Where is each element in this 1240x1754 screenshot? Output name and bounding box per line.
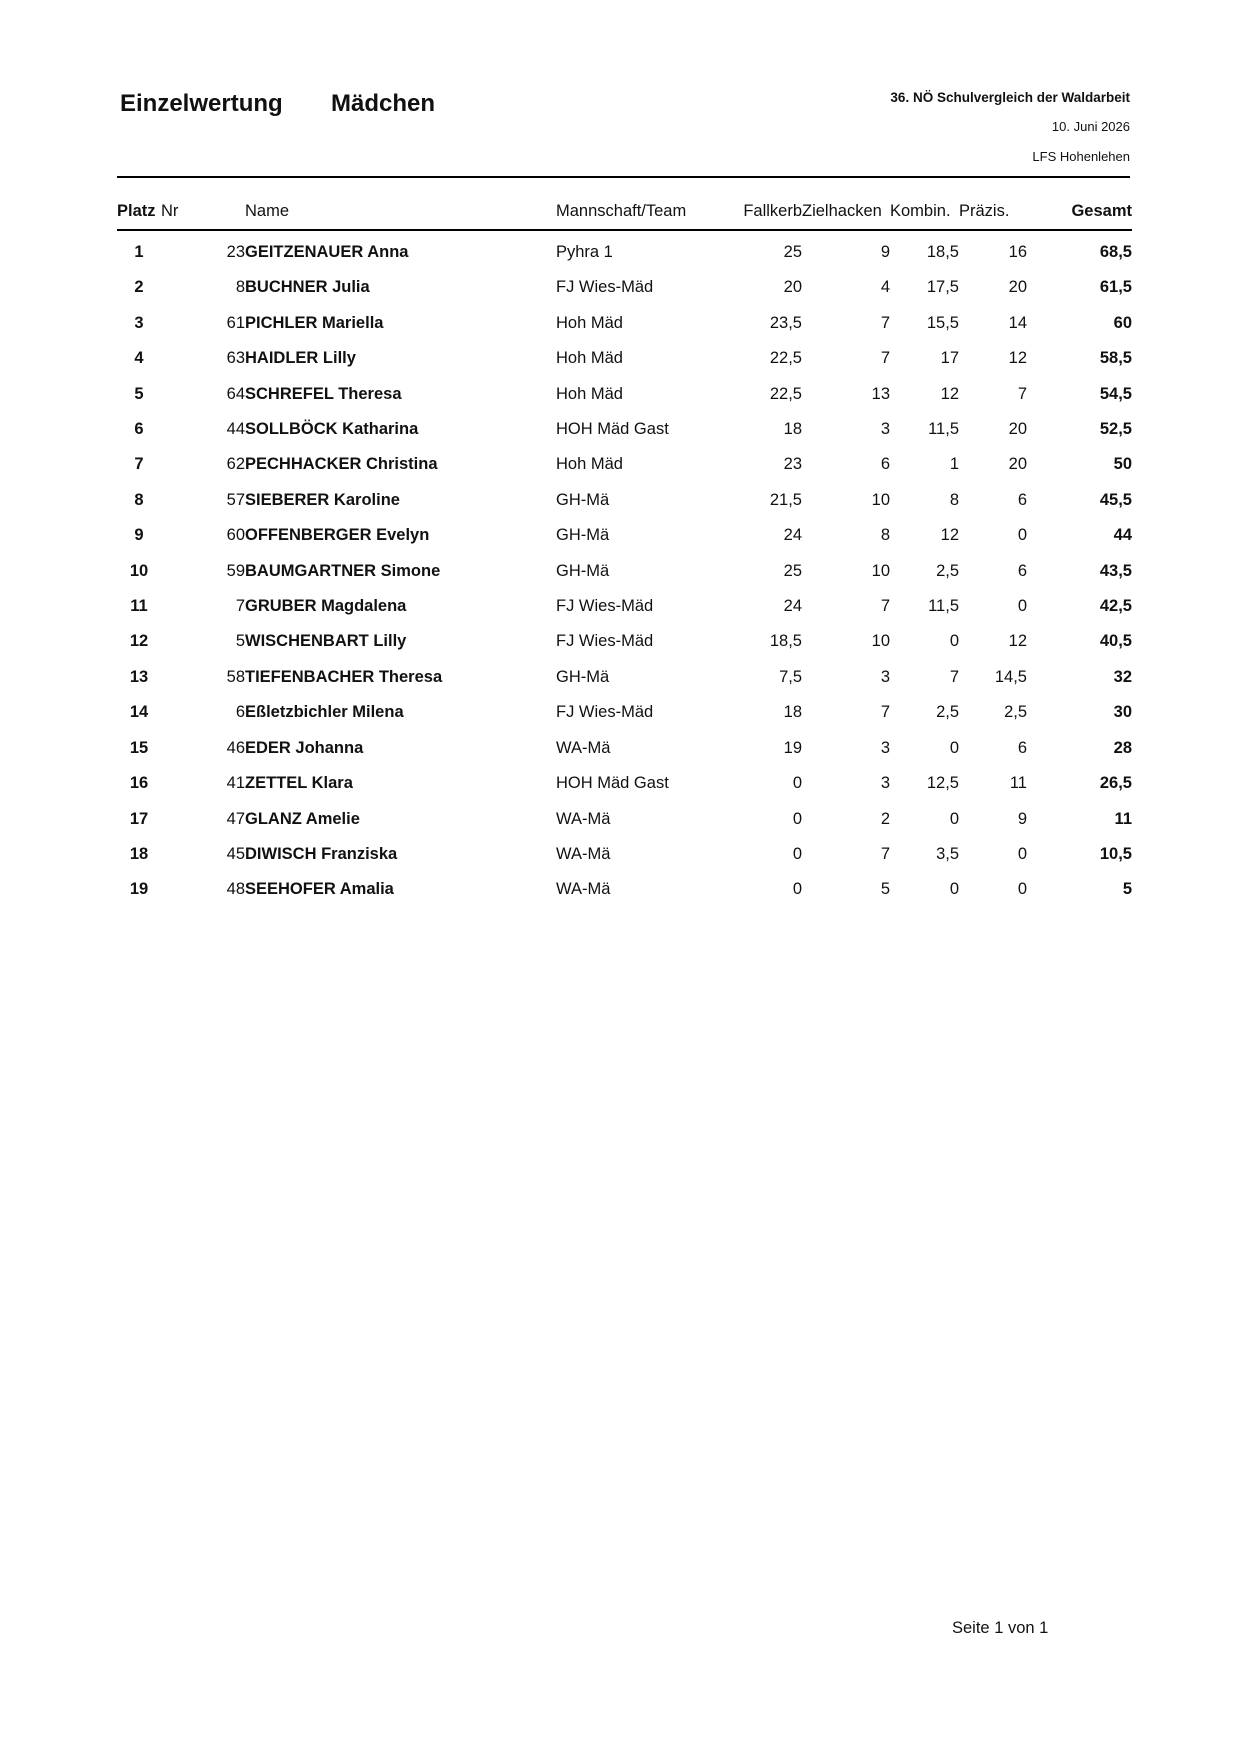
cell-fallkerb: 19 [783, 738, 802, 757]
cell-name: DIWISCH Franziska [245, 844, 398, 863]
cell-team: FJ Wies-Mäd [556, 703, 654, 722]
cell-praezis: 6 [1017, 490, 1027, 509]
cell-praezis: 9 [1017, 809, 1027, 828]
results-table [117, 198, 1132, 908]
cell-zielhacken: 10 [871, 490, 890, 509]
cell-name: SCHREFEL Theresa [245, 384, 402, 403]
cell-platz: 16 [129, 774, 149, 793]
cell-kombin: 2,5 [936, 561, 959, 580]
cell-kombin: 12,5 [926, 774, 959, 793]
cell-kombin: 15,5 [926, 313, 959, 332]
page-number: Seite 1 von 1 [952, 1619, 1049, 1637]
table-row [117, 695, 1132, 730]
cell-praezis: 20 [1008, 420, 1027, 439]
cell-platz: 3 [134, 313, 144, 332]
column-header-nr: Nr [161, 202, 179, 220]
cell-fallkerb: 0 [792, 880, 802, 899]
table-row [117, 554, 1132, 589]
cell-nr: 41 [226, 774, 245, 793]
cell-platz: 7 [134, 455, 144, 474]
header-divider [117, 176, 1130, 178]
cell-name: SEEHOFER Amalia [245, 880, 394, 899]
cell-fallkerb: 0 [792, 774, 802, 793]
cell-praezis: 14 [1008, 313, 1027, 332]
cell-gesamt: 30 [1113, 703, 1132, 722]
cell-team: WA-Mä [556, 844, 611, 863]
cell-platz: 2 [134, 278, 144, 297]
table-row [117, 377, 1132, 412]
cell-fallkerb: 24 [783, 597, 802, 616]
cell-nr: 57 [226, 490, 245, 509]
cell-praezis: 12 [1008, 632, 1027, 651]
table-row [117, 412, 1132, 447]
cell-nr: 64 [226, 384, 245, 403]
cell-nr: 23 [226, 243, 245, 261]
cell-name: OFFENBERGER Evelyn [245, 526, 430, 545]
cell-team: Hoh Mäd [556, 349, 623, 368]
table-row [117, 235, 1132, 270]
table-row [117, 270, 1132, 305]
cell-praezis: 11 [1009, 774, 1027, 793]
cell-platz: 4 [134, 349, 144, 368]
cell-team: Hoh Mäd [556, 384, 623, 403]
cell-zielhacken: 3 [880, 774, 890, 793]
cell-name: BUCHNER Julia [245, 278, 370, 297]
cell-zielhacken: 5 [880, 880, 890, 899]
cell-team: WA-Mä [556, 809, 611, 828]
event-date: 10. Juni 2026 [1051, 119, 1130, 134]
cell-praezis: 0 [1017, 880, 1027, 899]
cell-platz: 12 [129, 632, 149, 651]
cell-nr: 7 [235, 597, 245, 616]
page-title: Einzelwertung [120, 90, 283, 117]
cell-zielhacken: 7 [880, 844, 890, 863]
cell-name: HAIDLER Lilly [245, 349, 356, 368]
cell-platz: 8 [134, 490, 144, 509]
cell-nr: 60 [226, 526, 245, 545]
cell-platz: 10 [129, 561, 149, 580]
cell-platz: 11 [130, 597, 148, 616]
cell-team: GH-Mä [556, 561, 610, 580]
cell-name: SOLLBÖCK Katharina [245, 420, 419, 439]
cell-gesamt: 28 [1113, 738, 1132, 757]
cell-zielhacken: 10 [871, 561, 890, 580]
cell-name: SIEBERER Karoline [245, 490, 400, 509]
column-header-praezis: Präzis. [959, 202, 1010, 220]
cell-name: ZETTEL Klara [245, 774, 353, 793]
cell-zielhacken: 4 [880, 278, 890, 297]
cell-name: EDER Johanna [245, 738, 364, 757]
cell-zielhacken: 7 [880, 349, 890, 368]
cell-platz: 18 [129, 844, 149, 863]
cell-kombin: 12 [940, 384, 959, 403]
cell-kombin: 8 [949, 490, 959, 509]
cell-zielhacken: 7 [880, 703, 890, 722]
cell-praezis: 20 [1008, 455, 1027, 474]
cell-zielhacken: 9 [880, 243, 890, 261]
cell-zielhacken: 6 [880, 455, 890, 474]
cell-gesamt: 60 [1113, 313, 1132, 332]
cell-fallkerb: 25 [783, 243, 802, 261]
cell-fallkerb: 25 [783, 561, 802, 580]
cell-kombin: 11,5 [928, 597, 959, 616]
cell-zielhacken: 8 [880, 526, 890, 545]
cell-kombin: 0 [949, 809, 959, 828]
cell-gesamt: 54,5 [1099, 384, 1132, 403]
cell-fallkerb: 0 [792, 844, 802, 863]
cell-zielhacken: 10 [871, 632, 890, 651]
cell-team: GH-Mä [556, 667, 610, 686]
column-header-zielhacken: Zielhacken [802, 202, 882, 220]
cell-platz: 17 [129, 809, 149, 828]
cell-zielhacken: 3 [880, 738, 890, 757]
cell-gesamt: 26,5 [1099, 774, 1132, 793]
cell-gesamt: 43,5 [1099, 561, 1132, 580]
column-header-team: Mannschaft/Team [556, 202, 687, 220]
cell-gesamt: 11 [1114, 809, 1132, 828]
cell-platz: 1 [134, 243, 144, 261]
cell-team: Hoh Mäd [556, 313, 623, 332]
cell-fallkerb: 22,5 [769, 384, 802, 403]
cell-fallkerb: 7,5 [779, 667, 802, 686]
cell-kombin: 11,5 [928, 420, 959, 439]
cell-zielhacken: 13 [871, 384, 890, 403]
table-row [117, 802, 1132, 837]
column-header-gesamt: Gesamt [1071, 202, 1132, 220]
cell-gesamt: 10,5 [1099, 844, 1132, 863]
cell-kombin: 3,5 [936, 844, 959, 863]
cell-team: HOH Mäd Gast [556, 774, 669, 793]
cell-praezis: 6 [1017, 561, 1027, 580]
cell-praezis: 2,5 [1004, 703, 1027, 722]
table-row [117, 624, 1132, 659]
cell-name: GEITZENAUER Anna [245, 243, 409, 261]
cell-team: FJ Wies-Mäd [556, 278, 654, 297]
cell-team: GH-Mä [556, 526, 610, 545]
cell-kombin: 18,5 [926, 243, 959, 261]
cell-gesamt: 50 [1113, 455, 1132, 474]
cell-nr: 61 [226, 313, 245, 332]
cell-fallkerb: 20 [783, 278, 802, 297]
table-row [117, 766, 1132, 801]
spacer-cell [117, 225, 1132, 235]
cell-fallkerb: 18,5 [769, 632, 802, 651]
cell-kombin: 0 [949, 632, 959, 651]
cell-fallkerb: 0 [792, 809, 802, 828]
cell-praezis: 16 [1008, 243, 1027, 261]
cell-team: Hoh Mäd [556, 455, 623, 474]
cell-praezis: 6 [1017, 738, 1027, 757]
table-row [117, 872, 1132, 907]
cell-zielhacken: 2 [880, 809, 890, 828]
results-body [117, 225, 1132, 908]
cell-team: Pyhra 1 [556, 243, 613, 261]
cell-fallkerb: 18 [783, 420, 802, 439]
cell-praezis: 14,5 [994, 667, 1027, 686]
cell-nr: 8 [235, 278, 245, 297]
cell-fallkerb: 23 [783, 455, 802, 474]
cell-platz: 5 [134, 384, 144, 403]
column-header-name: Name [245, 202, 290, 220]
table-row [117, 447, 1132, 482]
cell-nr: 45 [226, 844, 245, 863]
cell-name: BAUMGARTNER Simone [245, 561, 441, 580]
cell-name: GLANZ Amelie [245, 809, 360, 828]
cell-team: FJ Wies-Mäd [556, 597, 654, 616]
cell-gesamt: 32 [1113, 667, 1132, 686]
table-spacer [117, 225, 1132, 235]
cell-team: FJ Wies-Mäd [556, 632, 654, 651]
cell-praezis: 0 [1017, 844, 1027, 863]
cell-team: HOH Mäd Gast [556, 420, 669, 439]
cell-nr: 48 [226, 880, 245, 899]
category-title: Mädchen [331, 90, 436, 117]
cell-platz: 6 [134, 420, 144, 439]
table-row [117, 589, 1132, 624]
cell-zielhacken: 3 [880, 667, 890, 686]
table-row [117, 660, 1132, 695]
column-header-kombin: Kombin. [890, 202, 951, 220]
cell-praezis: 20 [1008, 278, 1027, 297]
cell-gesamt: 52,5 [1099, 420, 1132, 439]
cell-nr: 47 [226, 809, 245, 828]
cell-kombin: 17 [940, 349, 959, 368]
cell-platz: 9 [134, 526, 144, 545]
cell-nr: 46 [226, 738, 245, 757]
cell-platz: 15 [129, 738, 149, 757]
cell-platz: 19 [129, 880, 149, 899]
cell-kombin: 0 [949, 738, 959, 757]
column-header-fallkerb: Fallkerb [743, 202, 802, 220]
cell-praezis: 12 [1008, 349, 1027, 368]
table-row [117, 837, 1132, 872]
cell-gesamt: 44 [1113, 526, 1132, 545]
cell-name: GRUBER Magdalena [245, 597, 407, 616]
cell-kombin: 1 [949, 455, 959, 474]
cell-platz: 14 [129, 703, 149, 722]
cell-platz: 13 [129, 667, 149, 686]
cell-gesamt: 58,5 [1099, 349, 1132, 368]
cell-nr: 44 [226, 420, 245, 439]
table-row [117, 731, 1132, 766]
cell-fallkerb: 22,5 [769, 349, 802, 368]
cell-praezis: 0 [1017, 597, 1027, 616]
cell-nr: 63 [226, 349, 245, 368]
cell-team: WA-Mä [556, 880, 611, 899]
table-header-row [117, 198, 1132, 225]
cell-praezis: 0 [1017, 526, 1027, 545]
cell-kombin: 0 [949, 880, 959, 899]
table-row [117, 306, 1132, 341]
event-venue: LFS Hohenlehen [1032, 149, 1130, 164]
cell-zielhacken: 7 [880, 313, 890, 332]
cell-name: WISCHENBART Lilly [245, 632, 407, 651]
cell-name: TIEFENBACHER Theresa [245, 667, 443, 686]
cell-name: PICHLER Mariella [245, 313, 384, 332]
cell-nr: 6 [235, 703, 245, 722]
cell-kombin: 2,5 [936, 703, 959, 722]
cell-name: Eßletzbichler Milena [245, 703, 404, 722]
cell-gesamt: 45,5 [1099, 490, 1132, 509]
cell-fallkerb: 21,5 [769, 490, 802, 509]
cell-praezis: 7 [1017, 384, 1027, 403]
cell-gesamt: 42,5 [1099, 597, 1132, 616]
column-header-platz: Platz [117, 202, 156, 220]
cell-kombin: 7 [949, 667, 959, 686]
cell-gesamt: 61,5 [1099, 278, 1132, 297]
cell-fallkerb: 23,5 [769, 313, 802, 332]
cell-nr: 58 [226, 667, 245, 686]
cell-kombin: 17,5 [926, 278, 959, 297]
cell-nr: 5 [235, 632, 245, 651]
table-row [117, 518, 1132, 553]
table-row [117, 341, 1132, 376]
cell-nr: 62 [226, 455, 245, 474]
cell-gesamt: 40,5 [1099, 632, 1132, 651]
cell-fallkerb: 24 [783, 526, 802, 545]
cell-zielhacken: 3 [880, 420, 890, 439]
event-name: 36. NÖ Schulvergleich der Waldarbeit [890, 90, 1130, 105]
table-row [117, 483, 1132, 518]
cell-fallkerb: 18 [783, 703, 802, 722]
cell-zielhacken: 7 [880, 597, 890, 616]
cell-kombin: 12 [940, 526, 959, 545]
cell-name: PECHHACKER Christina [245, 455, 438, 474]
cell-team: GH-Mä [556, 490, 610, 509]
cell-nr: 59 [226, 561, 245, 580]
cell-team: WA-Mä [556, 738, 611, 757]
cell-gesamt: 5 [1122, 880, 1132, 899]
cell-gesamt: 68,5 [1099, 243, 1132, 261]
